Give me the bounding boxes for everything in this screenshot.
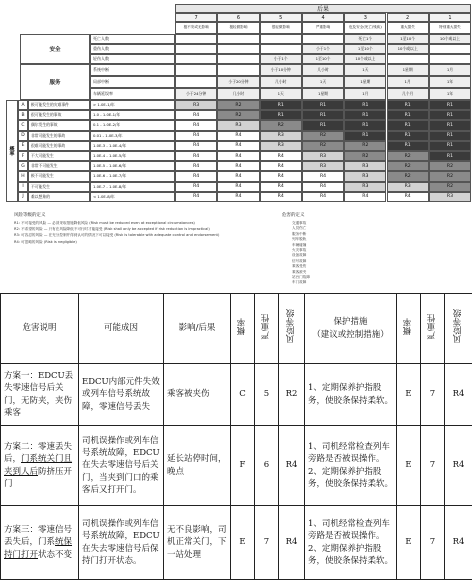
safety-cell — [217, 34, 259, 44]
row3-measures: 1、司机经常检查列车旁路是否被误操作。 2、定期保养护指股务，使胶条保持柔软。 — [305, 506, 397, 580]
risk-cell: R4 — [260, 151, 302, 161]
safety-row-label: 死亡人数 — [90, 34, 175, 44]
service-cell: 1年 — [429, 76, 471, 88]
risk-cell: R1 — [429, 141, 471, 151]
risk-cell: R1 — [344, 120, 386, 130]
frequency-rate: 1.0E-3 - 1.0E-4/年 — [90, 141, 175, 151]
risk-cell: R1 — [429, 120, 471, 130]
frequency-rate: 0.01 - 1.0E-3/年 — [90, 131, 175, 141]
risk-cell: R2 — [387, 171, 429, 181]
col-header-measures: 保护措施 （建议或控制措施） — [305, 294, 397, 364]
risk-cell: R4 — [217, 161, 259, 171]
risk-cell: R2 — [429, 182, 471, 192]
col-header-sev2: 严重性 — [421, 294, 445, 364]
risk-cell: R2 — [217, 100, 259, 110]
consequence-col-label: 危及安全(死亡/残疾) — [344, 22, 386, 34]
col-header-risk2: 风险等级 — [445, 294, 472, 364]
col-header-risk: 风险等级 — [279, 294, 305, 364]
service-cell: 几小时 — [217, 88, 259, 100]
legend-item: 交通事故 — [292, 222, 306, 226]
risk-cell: R4 — [302, 171, 344, 181]
risk-cell: R3 — [302, 151, 344, 161]
risk-cell: R1 — [302, 110, 344, 120]
row2-measures: 1、司机经常检查列车旁路是否被误操作。 2、定期保养护指股务，使胶条保持柔软。 — [305, 426, 397, 506]
consequence-col-number: 6 — [217, 13, 259, 22]
safety-cell — [302, 34, 344, 44]
consequence-col-number: 1 — [429, 13, 471, 22]
frequency-desc: 很可能发生的事故 — [28, 110, 90, 120]
safety-cell: 1至10个 — [344, 44, 386, 54]
frequency-desc: 非常不可能发生 — [28, 161, 90, 171]
legend-item: 车辆碰撞 — [292, 244, 306, 248]
table-row — [1, 364, 472, 426]
risk-cell: R1 — [387, 120, 429, 130]
row2-desc-part2: 门系统关门且夹到人后 — [4, 454, 72, 476]
risk-cell: R1 — [344, 100, 386, 110]
risk-cell: R2 — [260, 120, 302, 130]
table-header-row — [1, 294, 472, 364]
risk-cell: R1 — [344, 131, 386, 141]
safety-row-label: 轻伤人数 — [90, 54, 175, 64]
frequency-desc: 极不可能发生 — [28, 171, 90, 181]
frequency-rate: 0.1 - 1.0E-2/年 — [90, 120, 175, 130]
risk-cell: R3 — [344, 171, 386, 181]
risk-cell: R4 — [175, 120, 217, 130]
col-header-prob2: 概率 — [397, 294, 421, 364]
consequence-col-number: 4 — [302, 13, 344, 22]
frequency-rate: < 1.0E-8/年 — [90, 192, 175, 202]
risk-cell: R4 — [344, 192, 386, 202]
risk-cell: R2 — [344, 151, 386, 161]
risk-cell: R4 — [175, 151, 217, 161]
row2-risk: R4 — [279, 426, 305, 506]
risk-cell: R4 — [217, 192, 259, 202]
risk-cell: R1 — [387, 100, 429, 110]
row3-risk2: R4 — [445, 506, 472, 580]
row2-desc — [1, 426, 79, 506]
service-cell — [175, 64, 217, 76]
risk-cell: R4 — [302, 192, 344, 202]
row3-prob2: E — [397, 506, 421, 580]
safety-cell — [387, 54, 429, 64]
risk-cell: R3 — [302, 161, 344, 171]
row2-risk2: R4 — [445, 426, 472, 506]
row1-cause: EDCU内部元件失效或列车信号系统故障，零速信号丢失 — [79, 364, 164, 426]
hazard-table-section — [0, 293, 472, 579]
risk-cell: R1 — [429, 100, 471, 110]
risk-cell: R4 — [217, 171, 259, 181]
service-cell: 1星期 — [344, 76, 386, 88]
service-cell: 1月 — [387, 76, 429, 88]
risk-cell: R4 — [175, 141, 217, 151]
frequency-rate: 1.0E-5 - 1.0E-6/年 — [90, 161, 175, 171]
consequence-col-number: 7 — [175, 13, 217, 22]
row1-sev2: 7 — [421, 364, 445, 426]
safety-cell — [217, 54, 259, 64]
consequence-col-label: 很轻微影响 — [260, 22, 302, 34]
risk-cell: R1 — [429, 131, 471, 141]
safety-cell: 10个或以上 — [429, 34, 471, 44]
legend-item: 乘客被夹 — [292, 271, 306, 275]
risk-cell: R3 — [260, 141, 302, 151]
frequency-letter: E — [18, 141, 28, 151]
legend-item: 列车脱轨 — [292, 238, 306, 242]
row3-risk: R4 — [279, 506, 305, 580]
frequency-desc: 极可能发生的灾难事件 — [28, 100, 90, 110]
service-cell: 1天 — [344, 64, 386, 76]
service-cell: 1天 — [260, 88, 302, 100]
consequence-col-label: 严重影响 — [302, 22, 344, 34]
risk-cell: R4 — [217, 131, 259, 141]
row1-risk2: R4 — [445, 364, 472, 426]
row1-measures: 1、定期保养护指股务，使胶条保持柔软。 — [305, 364, 397, 426]
risk-cell: R3 — [429, 192, 471, 202]
row2-sev: 6 — [255, 426, 279, 506]
service-cell — [217, 64, 259, 76]
risk-cell: R4 — [175, 131, 217, 141]
risk-cell: R3 — [217, 120, 259, 130]
service-cell: 1天 — [302, 76, 344, 88]
legend-item: 站台门故障 — [292, 276, 310, 280]
row2-desc-part3: 防挤压开门 — [4, 467, 72, 489]
service-cell: 几个月 — [387, 88, 429, 100]
legend-item: 信号故障 — [292, 260, 306, 264]
frequency-desc: 不大可能发生 — [28, 151, 90, 161]
risk-cell: R1 — [302, 100, 344, 110]
safety-cell: 1至10个 — [302, 54, 344, 64]
risk-cell: R4 — [260, 182, 302, 192]
service-cell: 1星期 — [302, 88, 344, 100]
risk-cell: R3 — [175, 100, 217, 110]
consequence-title: 后果 — [175, 4, 471, 13]
consequence-col-label: 极轻微影响 — [217, 22, 259, 34]
safety-cell: 10个或以上 — [387, 44, 429, 54]
frequency-desc: 难以想象的 — [28, 192, 90, 202]
risk-level-note: R2: 不希望的风险 — 只有在风险降低不可行时才能接受 (Risk shall only be accepted if risk reduction is impractical) — [14, 228, 210, 232]
legend-item: 服务中断 — [292, 233, 306, 237]
service-cell: 几小时 — [260, 76, 302, 88]
col-header-prob: 概率 — [231, 294, 255, 364]
risk-cell: R4 — [175, 110, 217, 120]
risk-cell: R4 — [260, 161, 302, 171]
consequence-col-label: 重大损失 — [387, 22, 429, 34]
frequency-desc: 不可能发生 — [28, 182, 90, 192]
hazard-table — [0, 293, 472, 580]
service-cell: 1星期 — [387, 64, 429, 76]
col-header-desc: 危害说明 — [1, 294, 79, 364]
risk-cell: R4 — [175, 171, 217, 181]
frequency-letter: G — [18, 161, 28, 171]
table-row — [1, 426, 472, 506]
risk-cell: R1 — [344, 110, 386, 120]
row3-sev2: 7 — [421, 506, 445, 580]
frequency-letter: D — [18, 131, 28, 141]
risk-cell: R1 — [387, 110, 429, 120]
safety-cell — [175, 44, 217, 54]
risk-cell: R2 — [302, 131, 344, 141]
consequence-col-number: 3 — [344, 13, 386, 22]
frequency-letter: H — [18, 171, 28, 181]
risk-cell: R4 — [217, 151, 259, 161]
safety-cell: 小于1个 — [260, 54, 302, 64]
frequency-letter: I — [18, 182, 28, 192]
risk-cell: R1 — [302, 120, 344, 130]
col-header-effect: 影响/后果 — [164, 294, 231, 364]
risk-cell: R1 — [429, 110, 471, 120]
risk-cell: R4 — [217, 182, 259, 192]
row1-risk: R2 — [279, 364, 305, 426]
row1-desc: 方案一：EDCU丢失零速信号后关门，无防夹，夹伤乘客 — [1, 364, 79, 426]
safety-cell: 小于1个 — [302, 44, 344, 54]
frequency-desc: 偶尔发生的事故 — [28, 120, 90, 130]
service-cell: 1年 — [429, 88, 471, 100]
risk-cell: R2 — [344, 141, 386, 151]
row3-desc — [1, 506, 79, 580]
frequency-letter: A — [18, 100, 28, 110]
row3-desc-part1: 方案三：零速信号丢失后，门系 — [4, 525, 72, 547]
frequency-desc: 非常可能发生的事故 — [28, 131, 90, 141]
service-cell: 小于24分钟 — [175, 88, 217, 100]
risk-level-note: R4: 可忽略的风险 (Risk is negligible) — [14, 241, 77, 245]
legend-item: 人员伤亡 — [292, 227, 306, 231]
legend-item: 火灾事故 — [292, 249, 306, 253]
frequency-rate: 1.0 - 1.0E-1/年 — [90, 110, 175, 120]
row2-effect: 延长站停时间，晚点 — [164, 426, 231, 506]
service-label: 服务 — [20, 64, 90, 100]
risk-cell: R4 — [260, 171, 302, 181]
risk-cell: R1 — [260, 110, 302, 120]
service-cell: 1月 — [429, 64, 471, 76]
frequency-rate: 1.0E-4 - 1.0E-5/年 — [90, 151, 175, 161]
risk-cell: R1 — [429, 151, 471, 161]
frequency-letter: J — [18, 192, 28, 202]
safety-cell — [429, 44, 471, 54]
consequence-col-label: 特别重大损失 — [429, 22, 471, 34]
safety-cell: 10个或以上 — [344, 54, 386, 64]
risk-cell: R1 — [387, 131, 429, 141]
safety-cell — [260, 44, 302, 54]
row2-prob: F — [231, 426, 255, 506]
risk-cell: R2 — [387, 161, 429, 171]
risk-cell: R4 — [260, 192, 302, 202]
risk-cell: R3 — [344, 182, 386, 192]
col-header-cause: 可能成因 — [79, 294, 164, 364]
risk-cell: R3 — [260, 131, 302, 141]
safety-cell — [175, 34, 217, 44]
legend-item: 乘客受伤 — [292, 265, 306, 269]
frequency-title: 概率 — [6, 100, 18, 202]
consequence-col-label: 极不安或无影响 — [175, 22, 217, 34]
row2-desc-part1: 方案二：零速丢失后， — [4, 442, 72, 464]
legend-item: 车门故障 — [292, 281, 306, 285]
safety-label: 安全 — [20, 34, 90, 64]
risk-level-note: R1: 不可接受的风险 — 必须采取措施降低风险 (Risk must be reduced even at exceptional circumstances) — [14, 222, 195, 226]
frequency-letter: B — [18, 110, 28, 120]
safety-cell — [217, 44, 259, 54]
row1-sev: 5 — [255, 364, 279, 426]
risk-cell: R4 — [175, 192, 217, 202]
risk-cell: R2 — [429, 161, 471, 171]
risk-cell: R4 — [175, 161, 217, 171]
service-cell: 小于20分钟 — [217, 76, 259, 88]
service-row-label: 局部中断 — [90, 76, 175, 88]
service-cell: 几小时 — [302, 64, 344, 76]
risk-cell: R2 — [387, 151, 429, 161]
table-row — [1, 506, 472, 580]
risk-cell: R4 — [387, 192, 429, 202]
risk-cell: R3 — [344, 161, 386, 171]
frequency-letter: F — [18, 151, 28, 161]
row2-cause: 司机误操作或列车信号系统故障，EDCU在失去零速信号后关门，当夹到门口的乘客后又打开门。 — [79, 426, 164, 506]
risk-cell: R1 — [387, 141, 429, 151]
row3-desc-part3: 状态不变 — [38, 550, 72, 560]
service-cell: 1月 — [344, 88, 386, 100]
frequency-rate: 1.0E-6 - 1.0E-7/年 — [90, 171, 175, 181]
row1-prob2: E — [397, 364, 421, 426]
row1-prob: C — [231, 364, 255, 426]
row3-prob: E — [231, 506, 255, 580]
service-row-label: 车辆延误率 — [90, 88, 175, 100]
notes-title: 风险等级的定义 — [14, 214, 46, 219]
row2-sev2: 7 — [421, 426, 445, 506]
safety-cell — [260, 34, 302, 44]
row3-sev: 7 — [255, 506, 279, 580]
frequency-desc: 很难可能发生的事故 — [28, 141, 90, 151]
service-cell — [175, 76, 217, 88]
row1-effect: 乘客被夹伤 — [164, 364, 231, 426]
row3-effect: 无不良影响，司机正常关门，下一站处理 — [164, 506, 231, 580]
consequence-col-number: 2 — [387, 13, 429, 22]
service-row-label: 系统中断 — [90, 64, 175, 76]
risk-cell: R4 — [302, 182, 344, 192]
service-cell: 小于10分钟 — [260, 64, 302, 76]
risk-cell: R2 — [302, 141, 344, 151]
safety-row-label: 重伤人数 — [90, 44, 175, 54]
safety-cell: 1至10个 — [387, 34, 429, 44]
row3-cause: 司机误操作或列车信号系统故障，EDCU在失去零速信号后保持门打开状态。 — [79, 506, 164, 580]
risk-cell: R2 — [217, 110, 259, 120]
frequency-rate: 1.0E-7 - 1.0E-8/年 — [90, 182, 175, 192]
frequency-letter: C — [18, 120, 28, 130]
legend-item: 设备故障 — [292, 254, 306, 258]
risk-cell: R4 — [217, 141, 259, 151]
risk-level-note: R3: 可容忍的风险 — 在充分控制并得到认可的情况下可以接受 (Risk is tolerable with adequate control and endorsement) — [14, 234, 219, 238]
consequence-col-number: 5 — [260, 13, 302, 22]
row3-desc-part2: 统保持门打开 — [4, 537, 72, 559]
col-header-sev: 严重性 — [255, 294, 279, 364]
frequency-rate: > 1.0E-1/年 — [90, 100, 175, 110]
safety-cell — [429, 54, 471, 64]
risk-cell: R3 — [387, 182, 429, 192]
risk-cell: R2 — [429, 171, 471, 181]
row2-prob2: E — [397, 426, 421, 506]
risk-cell: R1 — [260, 100, 302, 110]
risk-cell: R4 — [175, 182, 217, 192]
safety-cell: 死亡1个 — [344, 34, 386, 44]
legend-title: 危害的定义 — [282, 214, 305, 219]
safety-cell — [175, 54, 217, 64]
